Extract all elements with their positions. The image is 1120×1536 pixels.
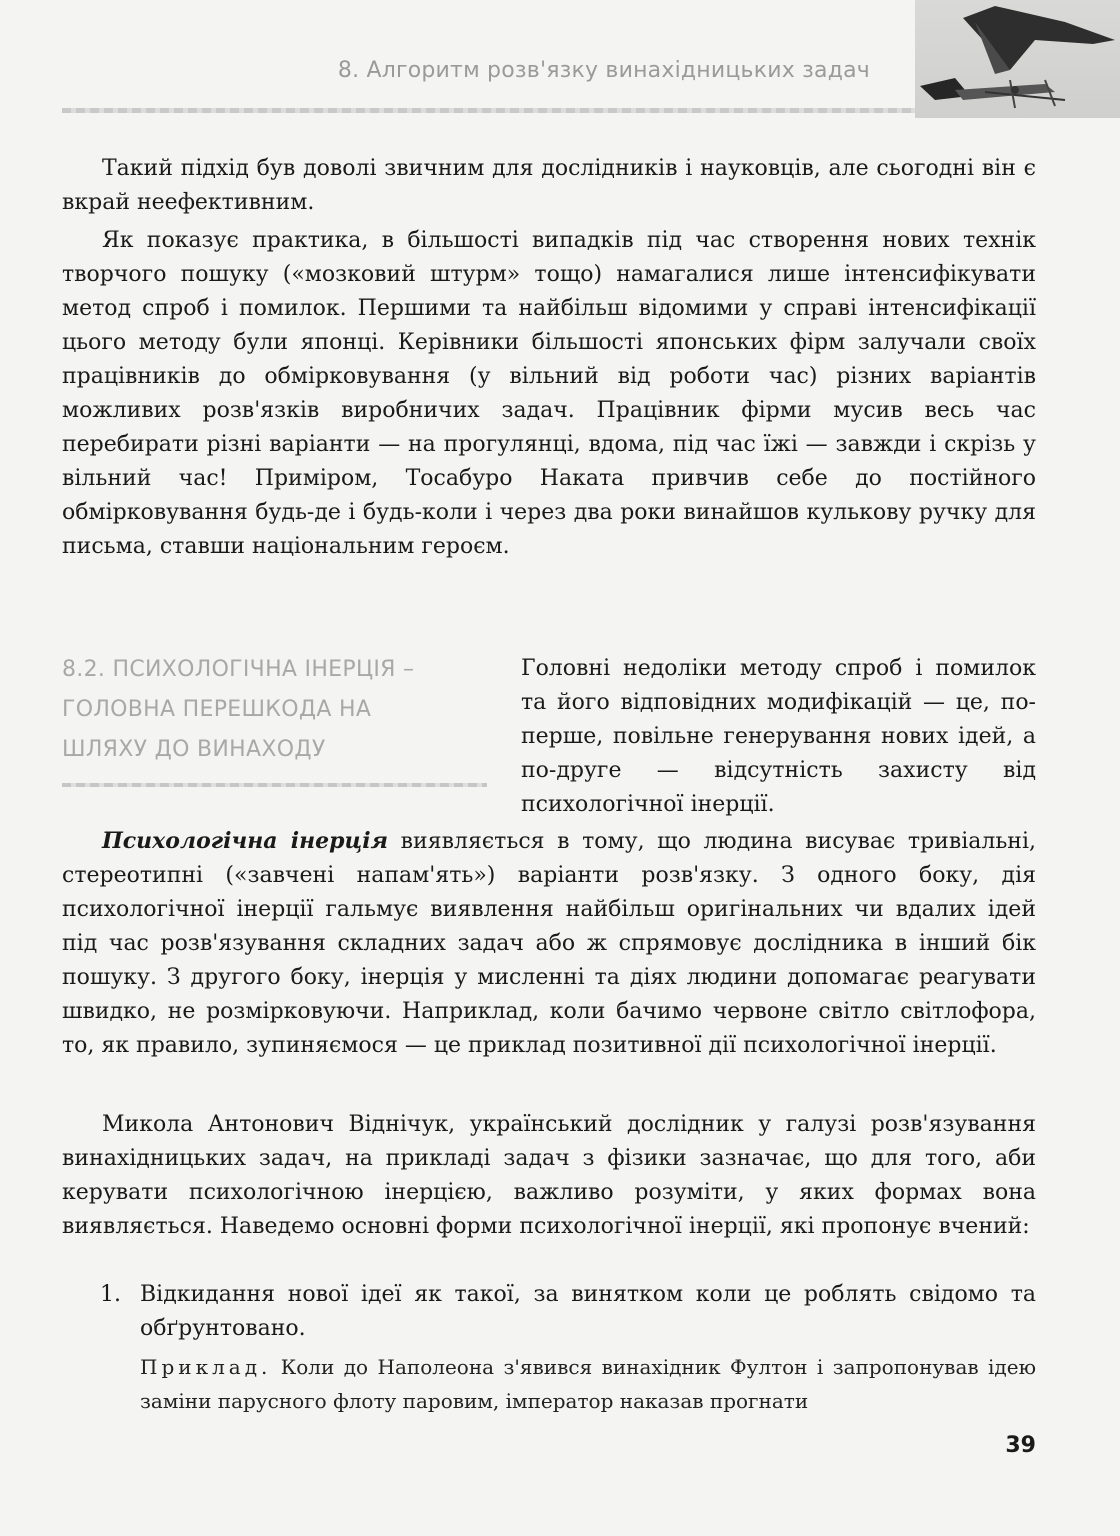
paragraph-5: Микола Антонович Віднічук, український дослідник у галузі розв'язування винахідницьких задач, на прикладі задач з фізики зазначає, що для того, аби керувати психологічною інерцією, важливо розуміти, у яких формах вона виявляється. Наведемо основні форми психологічної інерції, які пропонує вчений:: [62, 1112, 1036, 1239]
running-title: 8. Алгоритм розв'язку винахідницьких задач: [337, 58, 870, 83]
section-heading-line-1: 8.2. ПСИХОЛОГІЧНА ІНЕРЦІЯ –: [62, 657, 415, 682]
example-text: Коли до Наполеона з'явився винахідник Фултон і запропонував ідею заміни парусного флоту паровим, імператор наказав прогнати: [140, 1355, 1036, 1413]
list-item-number: 1.: [100, 1282, 121, 1307]
list-item: [100, 1278, 1036, 1346]
paragraph-3: Головні недоліки методу спроб і помилок та його відповідних модифікацій — це, по-перше, повільне генерування нових ідей, а по-друге — відсутність захисту від психологічної інерції.: [521, 656, 1036, 817]
section-heading: [62, 650, 472, 770]
ornithopter-illustration-icon: [915, 0, 1120, 118]
header-divider: [62, 108, 917, 113]
example-block: [140, 1350, 1036, 1418]
paragraph-1: Такий підхід був доволі звичним для дослідників і науковців, але сьогодні він є вкрай неефективним.: [62, 156, 1036, 215]
paragraph-4-text: виявляється в тому, що людина висуває тривіальні, стереотипні («завчені напам'ять») варіанти розв'язку. З одного боку, дія психологічної інерції гальмує виявлення найбільш оригінальних чи вдалих ідей під час розв'язування складних задач або ж спрямовує дослідника в інший бік пошуку. З другого боку, інерція у мисленні та діях людини допомагає реагувати швидко, не розмірковуючи. Наприклад, коли бачимо червоне світло світлофора, то, як правило, зупиняємося — це приклад позитивної дії психологічної інерції.: [62, 829, 1036, 1058]
list-item-text: Відкидання нової ідеї як такої, за винятком коли це роблять свідомо та обґрунтовано.: [140, 1282, 1036, 1341]
section-heading-line-2: ГОЛОВНА ПЕРЕШКОДА НА: [62, 697, 372, 722]
page-number: 39: [1005, 1433, 1036, 1458]
section-divider: [62, 783, 487, 787]
paragraph-4: [62, 824, 1036, 1063]
term-psychological-inertia: Психологічна інерція: [102, 828, 389, 854]
inertia-forms-list: [100, 1278, 1036, 1346]
example-label: Приклад.: [140, 1355, 272, 1379]
page-header: [0, 0, 1120, 120]
paragraph-2: Як показує практика, в більшості випадків під час створення нових технік творчого пошуку («мозковий штурм» тощо) намагалися лише інтенсифікувати метод спроб і помилок. Першими та найбільш відомими у справі інтенсифікації цього методу були японці. Керівники більшості японських фірм залучали своїх працівників до обмірковування (у вільний від роботи час) різних варіантів можливих розв'язків виробничих задач. Працівник фірми мусив весь час перебирати різні варіанти — на прогулянці, вдома, під час їжі — завжди і скрізь у вільний час! Приміром, Тосабуро Наката привчив себе до постійного обмірковування будь-де і будь-коли і через два роки винайшов кулькову ручку для письма, ставши національним героєм.: [62, 228, 1036, 559]
section-heading-line-3: ШЛЯХУ ДО ВИНАХОДУ: [62, 737, 326, 762]
